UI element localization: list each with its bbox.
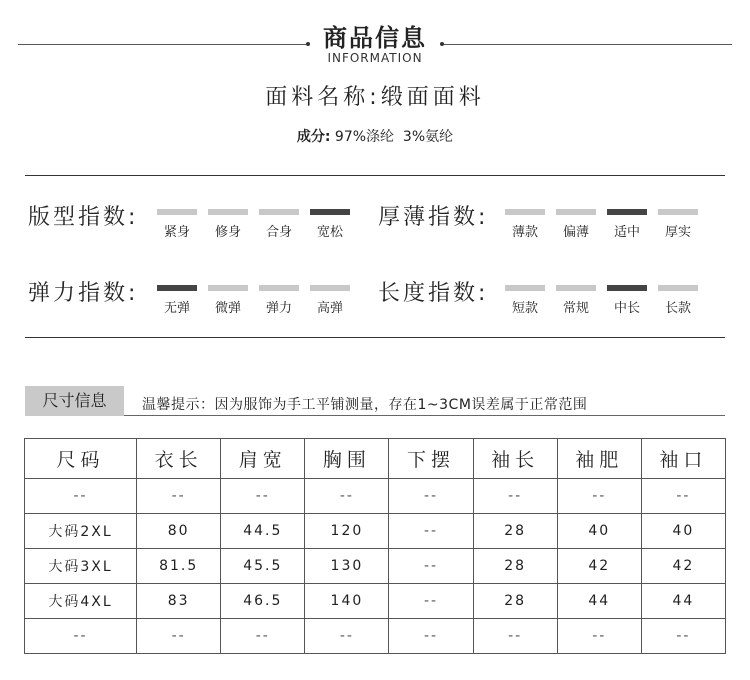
size-table-header: 袖肥 [557, 439, 641, 479]
fit-option-bar [310, 209, 350, 215]
table-cell: -- [641, 619, 725, 654]
table-cell: -- [25, 479, 137, 514]
fit-option [310, 209, 350, 240]
length-index-label: 长度指数: [378, 281, 489, 306]
table-cell: -- [25, 619, 137, 654]
fit-option-label: 紧身 [163, 225, 190, 240]
elasticity-option-label: 弹力 [265, 301, 292, 316]
table-cell: -- [557, 619, 641, 654]
table-cell: 28 [473, 514, 557, 549]
table-cell: -- [389, 514, 473, 549]
table-cell: 46.5 [221, 584, 305, 619]
table-cell: -- [389, 619, 473, 654]
thickness-option-label: 偏薄 [562, 225, 589, 240]
header-title: 商品信息 [323, 24, 427, 52]
table-cell: -- [473, 619, 557, 654]
length-option [505, 285, 545, 316]
table-cell: 40 [557, 514, 641, 549]
length-option [556, 285, 596, 316]
table-cell: -- [137, 619, 221, 654]
table-row [25, 479, 726, 514]
fit-option-label: 修身 [214, 225, 241, 240]
divider-top [25, 175, 725, 176]
composition-line [0, 126, 750, 146]
table-cell: 大码3XL [25, 549, 137, 584]
table-row [25, 619, 726, 654]
table-row [25, 514, 726, 549]
table-cell: -- [389, 549, 473, 584]
fabric-line [0, 80, 750, 111]
length-option [607, 285, 647, 316]
table-cell: 44.5 [221, 514, 305, 549]
elasticity-option-label: 高弹 [316, 301, 343, 316]
thickness-index-label: 厚薄指数: [378, 205, 489, 230]
size-table [24, 438, 726, 654]
fit-option [208, 209, 248, 240]
table-cell: 28 [473, 584, 557, 619]
length-option-label: 短款 [511, 301, 538, 316]
size-table-header-row [25, 439, 726, 479]
length-option-bar [505, 285, 545, 291]
fit-option [259, 209, 299, 240]
elasticity-option-bar [157, 285, 197, 291]
thickness-option-label: 适中 [613, 225, 640, 240]
thickness-option-label: 厚实 [664, 225, 691, 240]
length-option-bar [658, 285, 698, 291]
length-option-label: 中长 [613, 301, 640, 316]
fit-option [157, 209, 197, 240]
table-row [25, 584, 726, 619]
table-cell: 120 [305, 514, 389, 549]
thickness-option-bar [556, 209, 596, 215]
size-table-header: 尺码 [25, 439, 137, 479]
table-cell: 40 [641, 514, 725, 549]
table-cell: 140 [305, 584, 389, 619]
table-cell: -- [305, 479, 389, 514]
fit-option-bar [208, 209, 248, 215]
table-cell: 130 [305, 549, 389, 584]
table-cell: 42 [641, 549, 725, 584]
size-table-header: 衣长 [137, 439, 221, 479]
elasticity-option [259, 285, 299, 316]
size-info-note: 温馨提示：因为服饰为手工平铺测量，存在1~3CM误差属于正常范围 [142, 397, 588, 413]
elasticity-option-bar [310, 285, 350, 291]
table-cell: -- [641, 479, 725, 514]
table-cell: -- [221, 479, 305, 514]
elasticity-option-bar [259, 285, 299, 291]
table-row [25, 549, 726, 584]
length-option [658, 285, 698, 316]
table-cell: 81.5 [137, 549, 221, 584]
size-table-header: 袖长 [473, 439, 557, 479]
elasticity-option-label: 微弹 [214, 301, 241, 316]
table-cell: -- [221, 619, 305, 654]
header-subtitle: INFORMATION [327, 51, 423, 65]
thickness-option-bar [607, 209, 647, 215]
table-cell: 80 [137, 514, 221, 549]
size-table-header: 袖口 [641, 439, 725, 479]
table-cell: 44 [641, 584, 725, 619]
table-cell: -- [305, 619, 389, 654]
thickness-option [556, 209, 596, 240]
elasticity-option-label: 无弹 [163, 301, 190, 316]
thickness-option [505, 209, 545, 240]
table-cell: 大码2XL [25, 514, 137, 549]
size-info-tag: 尺寸信息 [25, 386, 124, 416]
fabric-label: 面料名称 [265, 85, 370, 110]
size-table-header: 下摆 [389, 439, 473, 479]
fit-option-label: 宽松 [316, 225, 343, 240]
size-info-underline [124, 415, 725, 416]
size-table-header: 肩宽 [221, 439, 305, 479]
length-option-label: 常规 [562, 301, 589, 316]
thickness-option-bar [505, 209, 545, 215]
fabric-value: 缎面面料 [380, 85, 485, 110]
divider-bottom [25, 337, 725, 338]
thickness-option-label: 薄款 [511, 225, 538, 240]
table-cell: -- [473, 479, 557, 514]
table-cell: 28 [473, 549, 557, 584]
table-cell: 44 [557, 584, 641, 619]
fabric-sep: : [369, 85, 381, 110]
fit-option-bar [157, 209, 197, 215]
length-option-bar [556, 285, 596, 291]
table-cell: 42 [557, 549, 641, 584]
elasticity-option [310, 285, 350, 316]
thickness-option [658, 209, 698, 240]
elasticity-option-bar [208, 285, 248, 291]
elasticity-option [157, 285, 197, 316]
composition-value: 97%涤纶 3%氨纶 [334, 129, 454, 145]
length-option-label: 长款 [664, 301, 691, 316]
fit-index-label: 版型指数: [28, 205, 139, 230]
fit-option-bar [259, 209, 299, 215]
table-cell: 45.5 [221, 549, 305, 584]
size-table-header: 胸围 [305, 439, 389, 479]
table-cell: 83 [137, 584, 221, 619]
composition-label: 成分: [296, 129, 331, 145]
thickness-option [607, 209, 647, 240]
fit-option-label: 合身 [265, 225, 292, 240]
table-cell: -- [137, 479, 221, 514]
table-cell: -- [389, 584, 473, 619]
length-option-bar [607, 285, 647, 291]
table-cell: -- [389, 479, 473, 514]
table-cell: 大码4XL [25, 584, 137, 619]
thickness-option-bar [658, 209, 698, 215]
elasticity-option [208, 285, 248, 316]
elasticity-index-label: 弹力指数: [28, 281, 139, 306]
table-cell: -- [557, 479, 641, 514]
